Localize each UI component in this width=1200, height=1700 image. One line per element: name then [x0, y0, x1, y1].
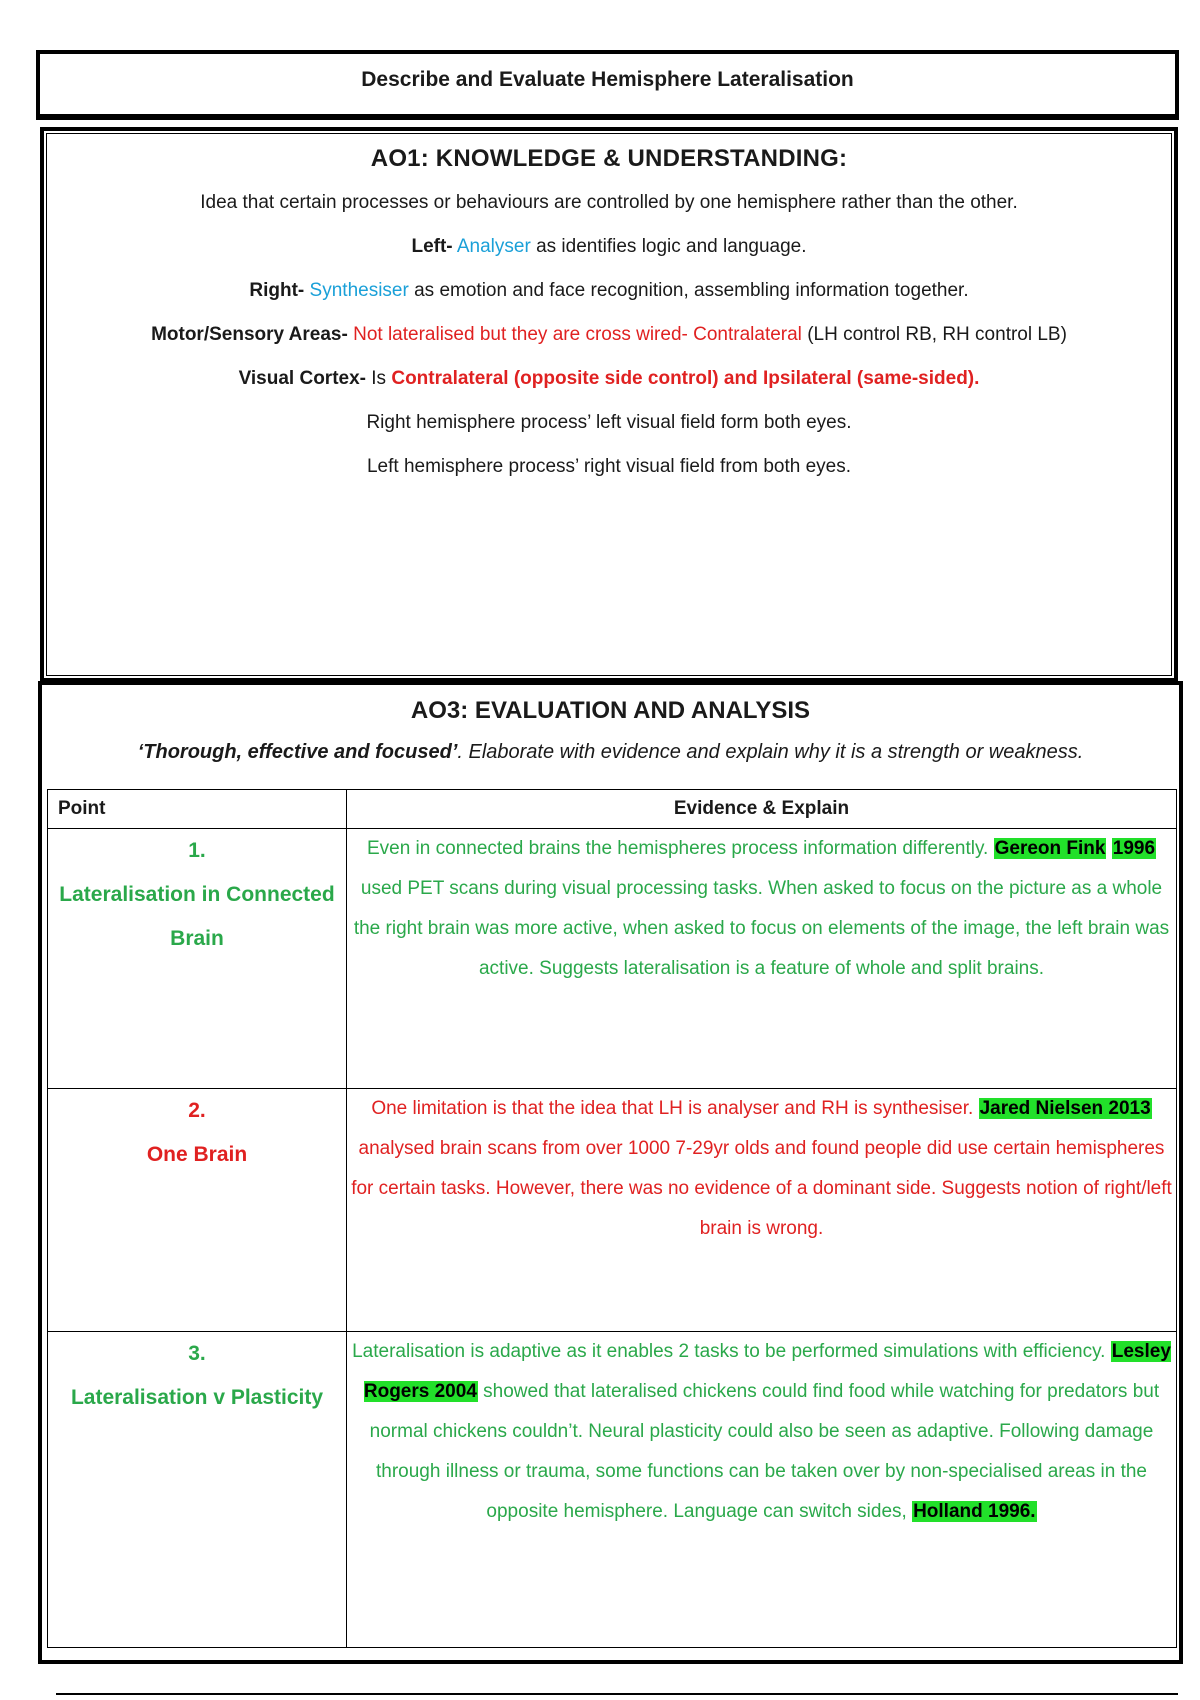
ao3-intro-rest: . Elaborate with evidence and explain why it is a strength or weakness.	[457, 741, 1084, 763]
ao3-section	[38, 681, 1183, 1664]
visual-red: Contralateral (opposite side control) and Ipsilateral (same-sided).	[391, 368, 980, 389]
left-term: Analyser	[456, 236, 531, 257]
point-cell	[48, 1089, 347, 1332]
evidence-cell	[347, 1332, 1177, 1648]
ao3-intro	[42, 741, 1179, 764]
motor-rest: (LH control RB, RH control LB)	[807, 324, 1067, 345]
evidence-text: analysed brain scans from over 1000 7-29yr olds and found people did use certain hemispheres for certain tasks. However, there was no evidence of a dominant side. Suggests notion of right/left brain is wrong.	[351, 1138, 1172, 1239]
evidence-cell	[347, 829, 1177, 1089]
ao1-right-line	[44, 279, 1174, 303]
visual-is: Is	[371, 368, 387, 389]
document-title: Describe and Evaluate Hemisphere Lateralisation	[361, 68, 854, 91]
motor-label: Motor/Sensory Areas-	[151, 324, 348, 345]
ao1-heading: AO1: KNOWLEDGE & UNDERSTANDING:	[370, 145, 848, 172]
table-header-row	[48, 790, 1177, 829]
point-title: Lateralisation v Plasticity	[70, 1386, 324, 1409]
evidence-cell	[347, 1089, 1177, 1332]
table-row	[48, 829, 1177, 1089]
col-point-header: Point	[48, 790, 347, 829]
point-title: Lateralisation in Connected Brain	[59, 883, 335, 950]
evidence-text: used PET scans during visual processing tasks. When asked to focus on the picture as a whole the right brain was more active, when asked to focus on elements of the image, the left brain was active. Suggests lateralisation is a feature of whole and split brains.	[353, 878, 1170, 979]
citation-highlight: Gereon Fink	[994, 838, 1106, 859]
document-title-box	[36, 50, 1179, 120]
point-title: One Brain	[146, 1143, 248, 1166]
point-number: 1.	[188, 839, 206, 862]
motor-red: Not lateralised but they are cross wired- Contralateral	[353, 324, 802, 345]
citation-highlight: 1996	[1112, 838, 1156, 859]
right-term: Synthesiser	[309, 280, 409, 301]
evidence-text: Even in connected brains the hemispheres process information differently.	[366, 838, 989, 859]
point-cell	[48, 1332, 347, 1648]
ao3-intro-bold: ‘Thorough, effective and focused’	[137, 741, 458, 763]
visual-label: Visual Cortex-	[238, 368, 366, 389]
left-label: Left-	[411, 236, 453, 257]
ao1-motor-line	[44, 323, 1174, 347]
left-rest: as identifies logic and language.	[536, 236, 807, 257]
point-number: 2.	[188, 1099, 206, 1122]
evaluation-table	[47, 789, 1177, 1648]
table-row	[48, 1332, 1177, 1648]
table-row	[48, 1089, 1177, 1332]
ao1-visual-line	[44, 367, 1174, 391]
point-cell	[48, 829, 347, 1089]
evidence-text: showed that lateralised chickens could find food while watching for predators but normal chickens couldn’t. Neural plasticity could also be seen as adaptive. Following damage through illness or trauma, some functions can be taken over by non-specialised areas in the opposite hemisphere. Language can switch sides,	[369, 1381, 1160, 1522]
citation-highlight: Lesley Rogers 2004	[363, 1341, 1171, 1402]
right-rest: as emotion and face recognition, assembling information together.	[414, 280, 969, 301]
evidence-text: Lateralisation is adaptive as it enables 2 tasks to be performed simulations with efficiency.	[352, 1341, 1106, 1362]
ao1-rh-line: Right hemisphere process’ left visual field form both eyes.	[366, 412, 852, 433]
ao1-definition: Idea that certain processes or behaviours are controlled by one hemisphere rather than the other.	[200, 192, 1018, 213]
ao1-lh-line: Left hemisphere process’ right visual field from both eyes.	[366, 456, 852, 477]
ao1-section	[40, 127, 1178, 682]
point-number: 3.	[188, 1342, 206, 1365]
ao3-heading: AO3: EVALUATION AND ANALYSIS	[410, 697, 811, 724]
footer-rule	[56, 1693, 1178, 1695]
evidence-text: One limitation is that the idea that LH is analyser and RH is synthesiser.	[371, 1098, 974, 1119]
col-evidence-header: Evidence & Explain	[347, 790, 1177, 829]
right-label: Right-	[249, 280, 305, 301]
citation-highlight: Jared Nielsen 2013	[979, 1098, 1151, 1119]
ao1-left-line	[44, 235, 1174, 259]
citation-highlight: Holland 1996.	[913, 1501, 1036, 1522]
